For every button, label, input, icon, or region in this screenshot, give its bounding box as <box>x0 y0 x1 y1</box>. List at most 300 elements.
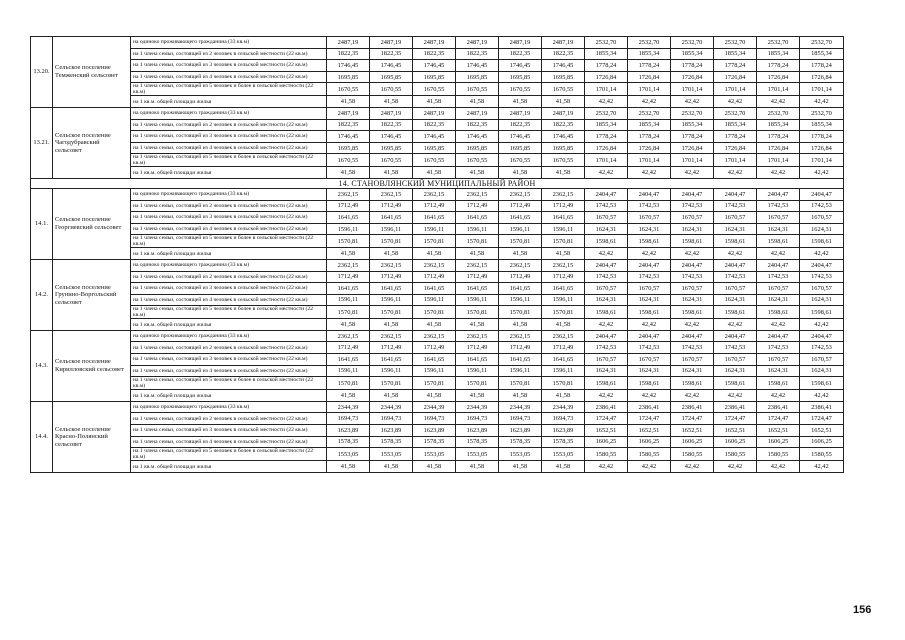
value-cell: 1742,53 <box>714 271 757 283</box>
value-cell: 2487,19 <box>456 107 499 119</box>
value-cell: 2404,47 <box>628 259 671 271</box>
value-cell: 1670,57 <box>714 212 757 224</box>
value-cell: 1712,49 <box>413 271 456 283</box>
value-cell: 2362,15 <box>456 188 499 200</box>
value-cell: 1778,24 <box>757 60 800 72</box>
value-cell: 1598,61 <box>671 306 714 319</box>
table-row <box>31 354 844 366</box>
value-cell: 1726,84 <box>757 142 800 154</box>
value-cell: 1624,31 <box>628 223 671 235</box>
value-cell: 1670,55 <box>542 83 585 96</box>
value-cell: 1742,53 <box>800 200 844 212</box>
value-cell: 1606,25 <box>671 436 714 448</box>
value-cell: 2344,39 <box>327 401 370 413</box>
row-description: на 1 члена семьи, состоящей из 4 человек в сельской местности (22 кв.м) <box>131 223 327 235</box>
table-row <box>31 436 844 448</box>
value-cell: 1606,25 <box>757 436 800 448</box>
value-cell: 42,42 <box>585 96 628 108</box>
value-cell: 1596,11 <box>456 223 499 235</box>
value-cell: 42,42 <box>628 461 671 473</box>
value-cell: 1695,85 <box>370 71 413 83</box>
value-cell: 1598,61 <box>800 306 844 319</box>
value-cell: 2344,39 <box>499 401 542 413</box>
value-cell: 42,42 <box>714 319 757 331</box>
value-cell: 1712,49 <box>499 200 542 212</box>
row-description: на одиноко проживающего гражданина (33 кв.м) <box>131 259 327 271</box>
value-cell: 1670,57 <box>628 354 671 366</box>
value-cell: 1855,34 <box>671 48 714 60</box>
value-cell: 1724,47 <box>585 413 628 425</box>
section-title: 14. СТАНОВЛЯНСКИЙ МУНИЦИПАЛЬНЫЙ РАЙОН <box>31 178 844 188</box>
value-cell: 2404,47 <box>757 188 800 200</box>
value-cell: 1570,81 <box>456 306 499 319</box>
value-cell: 1746,45 <box>327 131 370 143</box>
value-cell: 42,42 <box>757 96 800 108</box>
value-cell: 1855,34 <box>628 48 671 60</box>
value-cell: 1742,53 <box>585 200 628 212</box>
value-cell: 2487,19 <box>499 107 542 119</box>
table-row <box>31 448 844 461</box>
value-cell: 2532,70 <box>628 107 671 119</box>
value-cell: 41,58 <box>413 167 456 179</box>
value-cell: 1670,57 <box>671 212 714 224</box>
value-cell: 1598,61 <box>585 306 628 319</box>
value-cell: 1598,61 <box>585 377 628 390</box>
value-cell: 1598,61 <box>628 377 671 390</box>
value-cell: 1670,57 <box>757 354 800 366</box>
row-description: на 1 кв.м. общей площади жилья <box>131 96 327 108</box>
value-cell: 1695,85 <box>542 142 585 154</box>
value-cell: 1746,45 <box>456 60 499 72</box>
row-description: на 1 члена семьи, состоящей из 2 человек в сельской местности (22 кв.м) <box>131 413 327 425</box>
table-row <box>31 119 844 131</box>
value-cell: 2487,19 <box>327 107 370 119</box>
value-cell: 1855,34 <box>714 119 757 131</box>
value-cell: 2404,47 <box>585 188 628 200</box>
value-cell: 1701,14 <box>671 154 714 167</box>
row-description: на одиноко проживающего гражданина (33 кв.м) <box>131 37 327 49</box>
value-cell: 1553,05 <box>413 448 456 461</box>
value-cell: 1712,49 <box>456 200 499 212</box>
value-cell: 1746,45 <box>542 131 585 143</box>
value-cell: 1778,24 <box>800 131 844 143</box>
value-cell: 1623,89 <box>456 425 499 437</box>
value-cell: 1712,49 <box>542 200 585 212</box>
value-cell: 1570,81 <box>456 377 499 390</box>
value-cell: 2386,41 <box>628 401 671 413</box>
value-cell: 1712,49 <box>370 200 413 212</box>
value-cell: 42,42 <box>800 319 844 331</box>
value-cell: 1624,31 <box>671 365 714 377</box>
value-cell: 1578,35 <box>413 436 456 448</box>
value-cell: 2386,41 <box>585 401 628 413</box>
value-cell: 1695,85 <box>542 71 585 83</box>
value-cell: 41,58 <box>327 390 370 402</box>
row-description: на 1 кв.м. общей площади жилья <box>131 390 327 402</box>
value-cell: 1624,31 <box>714 365 757 377</box>
value-cell: 1670,57 <box>628 212 671 224</box>
value-cell: 1670,57 <box>585 283 628 295</box>
value-cell: 41,58 <box>370 167 413 179</box>
value-cell: 2487,19 <box>542 37 585 49</box>
row-description: на одиноко проживающего гражданина (33 кв.м) <box>131 188 327 200</box>
value-cell: 42,42 <box>800 167 844 179</box>
value-cell: 1822,35 <box>327 48 370 60</box>
value-cell: 2404,47 <box>757 330 800 342</box>
value-cell: 1822,35 <box>327 119 370 131</box>
value-cell: 1701,14 <box>757 83 800 96</box>
value-cell: 1746,45 <box>499 131 542 143</box>
table-body <box>31 37 844 473</box>
value-cell: 2487,19 <box>413 107 456 119</box>
value-cell: 2344,39 <box>542 401 585 413</box>
value-cell: 1746,45 <box>499 60 542 72</box>
value-cell: 1742,53 <box>757 342 800 354</box>
table-row <box>31 306 844 319</box>
value-cell: 1570,81 <box>499 377 542 390</box>
value-cell: 2532,70 <box>671 37 714 49</box>
row-description: на 1 члена семьи, состоящей из 3 человек в сельской местности (22 кв.м) <box>131 131 327 143</box>
value-cell: 1712,49 <box>370 271 413 283</box>
table-row <box>31 271 844 283</box>
value-cell: 1694,73 <box>370 413 413 425</box>
table-row <box>31 131 844 143</box>
value-cell: 1624,31 <box>628 294 671 306</box>
value-cell: 1724,47 <box>628 413 671 425</box>
table-row <box>31 83 844 96</box>
value-cell: 1701,14 <box>628 83 671 96</box>
value-cell: 2532,70 <box>800 37 844 49</box>
value-cell: 1623,89 <box>542 425 585 437</box>
value-cell: 1712,49 <box>542 271 585 283</box>
value-cell: 41,58 <box>327 167 370 179</box>
value-cell: 2404,47 <box>671 259 714 271</box>
value-cell: 2362,15 <box>327 259 370 271</box>
value-cell: 1670,57 <box>800 212 844 224</box>
value-cell: 41,58 <box>499 248 542 260</box>
value-cell: 1742,53 <box>757 200 800 212</box>
value-cell: 1670,55 <box>370 83 413 96</box>
value-cell: 1624,31 <box>757 294 800 306</box>
value-cell: 2344,39 <box>370 401 413 413</box>
value-cell: 41,58 <box>456 319 499 331</box>
value-cell: 41,58 <box>327 461 370 473</box>
value-cell: 1726,84 <box>628 71 671 83</box>
value-cell: 1598,61 <box>800 377 844 390</box>
value-cell: 1742,53 <box>628 200 671 212</box>
value-cell: 1641,65 <box>499 212 542 224</box>
value-cell: 1580,55 <box>671 448 714 461</box>
value-cell: 1822,35 <box>542 119 585 131</box>
value-cell: 1596,11 <box>542 294 585 306</box>
value-cell: 2362,15 <box>499 259 542 271</box>
value-cell: 1742,53 <box>671 271 714 283</box>
value-cell: 2362,15 <box>370 259 413 271</box>
value-cell: 1641,65 <box>456 283 499 295</box>
value-cell: 1670,57 <box>757 212 800 224</box>
value-cell: 1596,11 <box>542 223 585 235</box>
value-cell: 1712,49 <box>456 342 499 354</box>
value-cell: 2532,70 <box>585 107 628 119</box>
table-row <box>31 142 844 154</box>
value-cell: 1726,84 <box>671 142 714 154</box>
value-cell: 1712,49 <box>456 271 499 283</box>
value-cell: 1695,85 <box>413 142 456 154</box>
value-cell: 1641,65 <box>413 283 456 295</box>
value-cell: 1596,11 <box>456 365 499 377</box>
section-header-row <box>31 178 844 188</box>
value-cell: 1694,73 <box>456 413 499 425</box>
table-row <box>31 248 844 260</box>
value-cell: 1712,49 <box>370 342 413 354</box>
value-cell: 2404,47 <box>800 330 844 342</box>
value-cell: 1596,11 <box>499 294 542 306</box>
value-cell: 1570,81 <box>542 235 585 248</box>
row-description: на 1 члена семьи, состоящей из 3 человек в сельской местности (22 кв.м) <box>131 354 327 366</box>
value-cell: 1670,55 <box>413 83 456 96</box>
value-cell: 1624,31 <box>585 365 628 377</box>
value-cell: 1855,34 <box>628 119 671 131</box>
table-row <box>31 342 844 354</box>
value-cell: 1695,85 <box>499 71 542 83</box>
value-cell: 1641,65 <box>499 283 542 295</box>
value-cell: 1726,84 <box>714 142 757 154</box>
row-description: на 1 кв.м. общей площади жилья <box>131 248 327 260</box>
value-cell: 41,58 <box>413 96 456 108</box>
value-cell: 2404,47 <box>628 188 671 200</box>
value-cell: 2532,70 <box>757 37 800 49</box>
value-cell: 1670,55 <box>370 154 413 167</box>
table-row <box>31 48 844 60</box>
value-cell: 1580,55 <box>628 448 671 461</box>
value-cell: 1570,81 <box>542 377 585 390</box>
value-cell: 1670,57 <box>671 354 714 366</box>
value-cell: 1596,11 <box>499 223 542 235</box>
value-cell: 1670,57 <box>671 283 714 295</box>
value-cell: 1724,47 <box>671 413 714 425</box>
value-cell: 2532,70 <box>585 37 628 49</box>
row-description: на 1 члена семьи, состоящей из 5 человек и более в сельской местности (22 кв.м) <box>131 306 327 319</box>
value-cell: 1598,61 <box>757 377 800 390</box>
value-cell: 2386,41 <box>714 401 757 413</box>
value-cell: 1701,14 <box>800 154 844 167</box>
value-cell: 1822,35 <box>456 48 499 60</box>
table-row <box>31 401 844 413</box>
table-row <box>31 107 844 119</box>
value-cell: 1742,53 <box>585 342 628 354</box>
value-cell: 2362,15 <box>542 188 585 200</box>
value-cell: 2404,47 <box>800 188 844 200</box>
value-cell: 1598,61 <box>757 306 800 319</box>
value-cell: 1641,65 <box>542 354 585 366</box>
table-row <box>31 390 844 402</box>
row-description: на одиноко проживающего гражданина (33 кв.м) <box>131 401 327 413</box>
value-cell: 1624,31 <box>800 365 844 377</box>
value-cell: 1822,35 <box>370 119 413 131</box>
value-cell: 1726,84 <box>714 71 757 83</box>
value-cell: 1712,49 <box>413 342 456 354</box>
table-row <box>31 330 844 342</box>
value-cell: 1726,84 <box>800 142 844 154</box>
value-cell: 1822,35 <box>370 48 413 60</box>
value-cell: 2362,15 <box>413 330 456 342</box>
value-cell: 1694,73 <box>542 413 585 425</box>
value-cell: 1822,35 <box>499 48 542 60</box>
value-cell: 2386,41 <box>671 401 714 413</box>
row-description: на 1 члена семьи, состоящей из 4 человек в сельской местности (22 кв.м) <box>131 436 327 448</box>
tariff-table-sheet <box>30 36 840 473</box>
value-cell: 41,58 <box>542 96 585 108</box>
value-cell: 42,42 <box>585 390 628 402</box>
value-cell: 1742,53 <box>714 342 757 354</box>
value-cell: 41,58 <box>327 96 370 108</box>
value-cell: 1570,81 <box>499 235 542 248</box>
value-cell: 41,58 <box>327 319 370 331</box>
value-cell: 1695,85 <box>499 142 542 154</box>
row-description: на 1 члена семьи, состоящей из 5 человек и более в сельской местности (22 кв.м) <box>131 377 327 390</box>
value-cell: 1570,81 <box>413 377 456 390</box>
value-cell: 42,42 <box>714 248 757 260</box>
value-cell: 1580,55 <box>585 448 628 461</box>
value-cell: 1778,24 <box>585 131 628 143</box>
value-cell: 1778,24 <box>628 131 671 143</box>
value-cell: 1598,61 <box>714 377 757 390</box>
value-cell: 1712,49 <box>327 200 370 212</box>
value-cell: 2487,19 <box>370 107 413 119</box>
value-cell: 1623,89 <box>413 425 456 437</box>
value-cell: 41,58 <box>542 167 585 179</box>
value-cell: 1652,51 <box>714 425 757 437</box>
value-cell: 1778,24 <box>671 60 714 72</box>
value-cell: 2532,70 <box>800 107 844 119</box>
value-cell: 1596,11 <box>327 365 370 377</box>
value-cell: 1670,57 <box>800 283 844 295</box>
value-cell: 41,58 <box>456 248 499 260</box>
value-cell: 1670,55 <box>456 83 499 96</box>
value-cell: 2487,19 <box>499 37 542 49</box>
value-cell: 1670,55 <box>499 83 542 96</box>
value-cell: 1670,57 <box>757 283 800 295</box>
value-cell: 1855,34 <box>714 48 757 60</box>
table-row <box>31 37 844 49</box>
value-cell: 1670,55 <box>327 154 370 167</box>
value-cell: 1624,31 <box>714 223 757 235</box>
value-cell: 1641,65 <box>370 283 413 295</box>
value-cell: 1606,25 <box>714 436 757 448</box>
value-cell: 2487,19 <box>327 37 370 49</box>
table-row <box>31 223 844 235</box>
value-cell: 1570,81 <box>370 377 413 390</box>
page-number: 156 <box>853 604 872 616</box>
value-cell: 2362,15 <box>456 330 499 342</box>
value-cell: 42,42 <box>714 390 757 402</box>
value-cell: 2362,15 <box>327 330 370 342</box>
value-cell: 1624,31 <box>714 294 757 306</box>
value-cell: 1570,81 <box>327 377 370 390</box>
value-cell: 1570,81 <box>413 235 456 248</box>
value-cell: 1598,61 <box>714 306 757 319</box>
row-description: на 1 члена семьи, состоящей из 2 человек в сельской местности (22 кв.м) <box>131 119 327 131</box>
value-cell: 1641,65 <box>327 212 370 224</box>
row-description: на 1 члена семьи, состоящей из 2 человек в сельской местности (22 кв.м) <box>131 48 327 60</box>
value-cell: 1726,84 <box>628 142 671 154</box>
value-cell: 1598,61 <box>628 235 671 248</box>
value-cell: 1670,57 <box>800 354 844 366</box>
row-description: на 1 члена семьи, состоящей из 3 человек в сельской местности (22 кв.м) <box>131 212 327 224</box>
value-cell: 2487,19 <box>370 37 413 49</box>
value-cell: 41,58 <box>413 319 456 331</box>
value-cell: 1712,49 <box>327 342 370 354</box>
table-row <box>31 377 844 390</box>
value-cell: 41,58 <box>542 319 585 331</box>
value-cell: 1641,65 <box>542 212 585 224</box>
value-cell: 1624,31 <box>757 365 800 377</box>
value-cell: 1641,65 <box>542 283 585 295</box>
value-cell: 1596,11 <box>370 223 413 235</box>
value-cell: 1598,61 <box>757 235 800 248</box>
value-cell: 1822,35 <box>456 119 499 131</box>
value-cell: 1695,85 <box>327 142 370 154</box>
table-row <box>31 235 844 248</box>
table-row <box>31 294 844 306</box>
table-row <box>31 365 844 377</box>
value-cell: 1778,24 <box>714 60 757 72</box>
value-cell: 2362,15 <box>370 188 413 200</box>
value-cell: 1578,35 <box>456 436 499 448</box>
value-cell: 1580,55 <box>757 448 800 461</box>
value-cell: 1598,61 <box>585 235 628 248</box>
value-cell: 1596,11 <box>456 294 499 306</box>
settlement-code: 14.3. <box>31 330 53 401</box>
value-cell: 1596,11 <box>499 365 542 377</box>
value-cell: 1670,55 <box>327 83 370 96</box>
row-description: на 1 члена семьи, состоящей из 2 человек в сельской местности (22 кв.м) <box>131 271 327 283</box>
value-cell: 1694,73 <box>499 413 542 425</box>
value-cell: 1641,65 <box>413 354 456 366</box>
value-cell: 1742,53 <box>757 271 800 283</box>
table-row <box>31 425 844 437</box>
value-cell: 1624,31 <box>800 223 844 235</box>
value-cell: 1570,81 <box>370 235 413 248</box>
value-cell: 1746,45 <box>370 60 413 72</box>
value-cell: 1606,25 <box>800 436 844 448</box>
value-cell: 42,42 <box>671 96 714 108</box>
value-cell: 2386,41 <box>800 401 844 413</box>
value-cell: 1624,31 <box>757 223 800 235</box>
value-cell: 1570,81 <box>327 306 370 319</box>
value-cell: 1746,45 <box>542 60 585 72</box>
value-cell: 1855,34 <box>585 119 628 131</box>
value-cell: 1570,81 <box>327 235 370 248</box>
value-cell: 1701,14 <box>585 154 628 167</box>
value-cell: 1670,55 <box>542 154 585 167</box>
value-cell: 2532,70 <box>671 107 714 119</box>
value-cell: 1778,24 <box>628 60 671 72</box>
value-cell: 42,42 <box>585 167 628 179</box>
value-cell: 1598,61 <box>671 377 714 390</box>
value-cell: 1624,31 <box>585 294 628 306</box>
value-cell: 1742,53 <box>585 271 628 283</box>
value-cell: 1694,73 <box>413 413 456 425</box>
value-cell: 2487,19 <box>413 37 456 49</box>
settlement-name: Сельское поселение Красно-Полянский сельсовет <box>53 401 131 472</box>
value-cell: 42,42 <box>671 319 714 331</box>
value-cell: 1652,51 <box>671 425 714 437</box>
value-cell: 1623,89 <box>499 425 542 437</box>
value-cell: 1724,47 <box>800 413 844 425</box>
value-cell: 1624,31 <box>671 223 714 235</box>
value-cell: 1553,05 <box>370 448 413 461</box>
